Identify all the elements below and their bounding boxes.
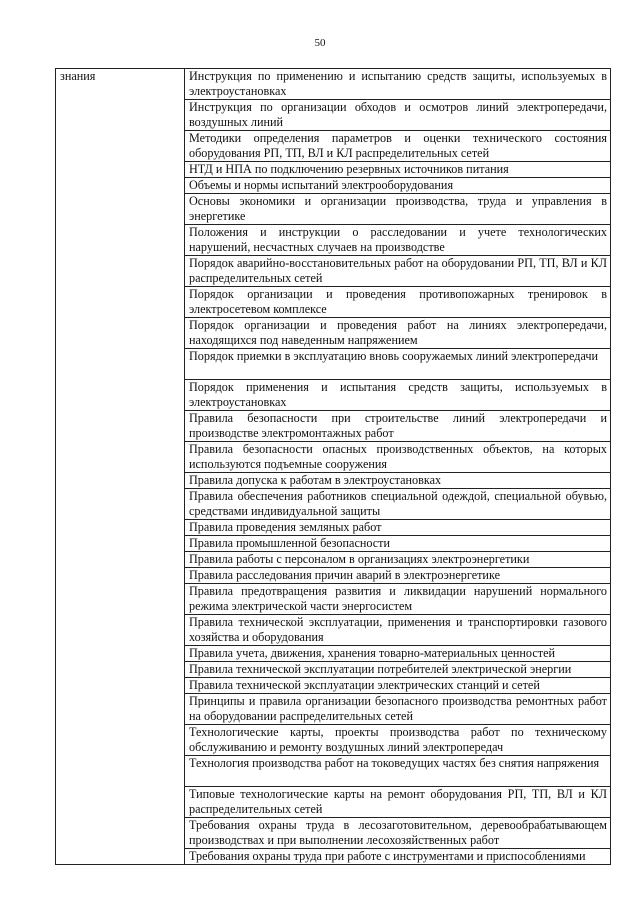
requirement-cell: Правила обеспечения работников специальной одеждой, специальной обувью, средствами индивидуальной защиты [185,489,611,520]
requirement-cell: Правила технической эксплуатации потребителей электрической энергии [185,662,611,678]
category-cell: знания [56,69,185,865]
requirement-cell: Положения и инструкции о расследовании и учете технологических нарушений, несчастных случаев на производстве [185,225,611,256]
requirements-table [55,68,611,865]
requirement-cell: Порядок организации и проведения противопожарных тренировок в электросетевом комплексе [185,287,611,318]
requirements-table-body [56,69,611,865]
requirement-cell: Правила безопасности при строительстве линий электропередачи и производстве электромонтажных работ [185,411,611,442]
requirement-cell: Порядок применения и испытания средств защиты, используемых в электроустановках [185,380,611,411]
requirement-cell: Правила технической эксплуатации электрических станций и сетей [185,678,611,694]
requirement-cell: Методики определения параметров и оценки технического состояния оборудования РП, ТП, ВЛ и КЛ распределительных сетей [185,131,611,162]
requirement-cell: Требования охраны труда в лесозаготовительном, деревообрабатывающем производствах и при выполнении лесохозяйственных работ [185,818,611,849]
requirement-cell: Технологические карты, проекты производства работ по техническому обслуживанию и ремонту воздушных линий электропередач [185,725,611,756]
requirement-cell: Инструкция по организации обходов и осмотров линий электропередачи, воздушных линий [185,100,611,131]
page-number: 50 [314,37,326,49]
requirement-cell: Правила расследования причин аварий в электроэнергетике [185,568,611,584]
requirement-cell: Порядок организации и проведения работ на линиях электропередачи, находящихся под наведенным напряжением [185,318,611,349]
requirement-cell: Требования охраны труда при работе с инструментами и приспособлениями [185,849,611,865]
requirement-cell: Правила технической эксплуатации, применения и транспортировки газового хозяйства и оборудования [185,615,611,646]
requirement-cell: Правила безопасности опасных производственных объектов, на которых используются подъемные сооружения [185,442,611,473]
requirement-cell: Основы экономики и организации производства, труда и управления в энергетике [185,194,611,225]
requirement-cell: Объемы и нормы испытаний электрооборудования [185,178,611,194]
requirement-cell: НТД и НПА по подключению резервных источников питания [185,162,611,178]
requirement-cell: Правила учета, движения, хранения товарно-материальных ценностей [185,646,611,662]
requirement-cell: Инструкция по применению и испытанию средств защиты, используемых в электроустановках [185,69,611,100]
requirement-cell: Правила допуска к работам в электроустановках [185,473,611,489]
requirement-cell: Правила проведения земляных работ [185,520,611,536]
requirement-cell: Правила предотвращения развития и ликвидации нарушений нормального режима электрической части энергосистем [185,584,611,615]
requirement-cell: Технология производства работ на токоведущих частях без снятия напряжения [185,756,611,787]
requirement-cell: Порядок приемки в эксплуатацию вновь сооружаемых линий электропередачи [185,349,611,380]
requirement-cell: Порядок аварийно-восстановительных работ на оборудовании РП, ТП, ВЛ и КЛ распределительных сетей [185,256,611,287]
table-row [56,69,611,100]
requirement-cell: Правила работы с персоналом в организациях электроэнергетики [185,552,611,568]
requirement-cell: Правила промышленной безопасности [185,536,611,552]
requirement-cell: Принципы и правила организации безопасного производства ремонтных работ на оборудовании распределительных сетей [185,694,611,725]
requirement-cell: Типовые технологические карты на ремонт оборудования РП, ТП, ВЛ и КЛ распределительных сетей [185,787,611,818]
